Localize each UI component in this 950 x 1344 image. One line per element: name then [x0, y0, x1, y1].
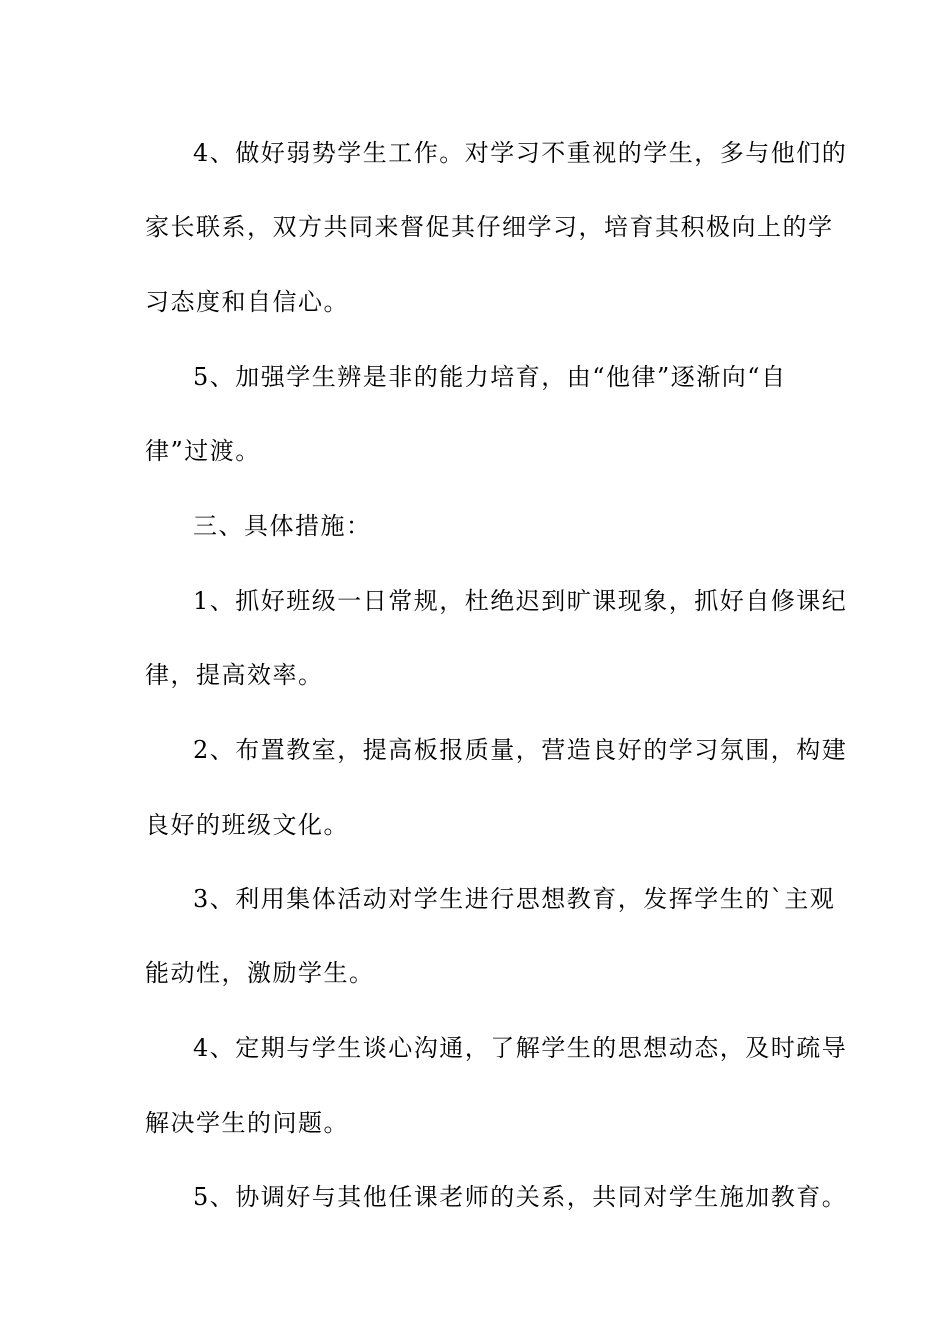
text-line: 5、协调好与其他任课老师的关系，共同对学生施加教育。 — [193, 1183, 848, 1211]
text-line: 2、布置教室，提高板报质量，营造良好的学习氛围，构建 — [193, 736, 848, 764]
text-line: 能动性，激励学生。 — [145, 959, 375, 987]
text-line: 3、利用集体活动对学生进行思想教育，发挥学生的`主观 — [193, 885, 836, 913]
text-line: 习态度和自信心。 — [145, 288, 349, 316]
text-line: 4、做好弱势学生工作。对学习不重视的学生，多与他们的 — [193, 139, 848, 167]
section-heading: 三、具体措施： — [193, 512, 372, 540]
text-line: 律”过渡。 — [145, 437, 261, 465]
text-line: 5、加强学生辨是非的能力培育，由“他律”逐渐向“自 — [193, 363, 787, 391]
text-line: 家长联系，双方共同来督促其仔细学习，培育其积极向上的学 — [145, 213, 834, 241]
text-line: 良好的班级文化。 — [145, 811, 349, 839]
text-line: 律，提高效率。 — [145, 661, 324, 689]
text-line: 1、抓好班级一日常规，杜绝迟到旷课现象，抓好自修课纪 — [193, 587, 848, 615]
text-line: 解决学生的问题。 — [145, 1109, 349, 1137]
text-line: 4、定期与学生谈心沟通，了解学生的思想动态，及时疏导 — [193, 1034, 848, 1062]
